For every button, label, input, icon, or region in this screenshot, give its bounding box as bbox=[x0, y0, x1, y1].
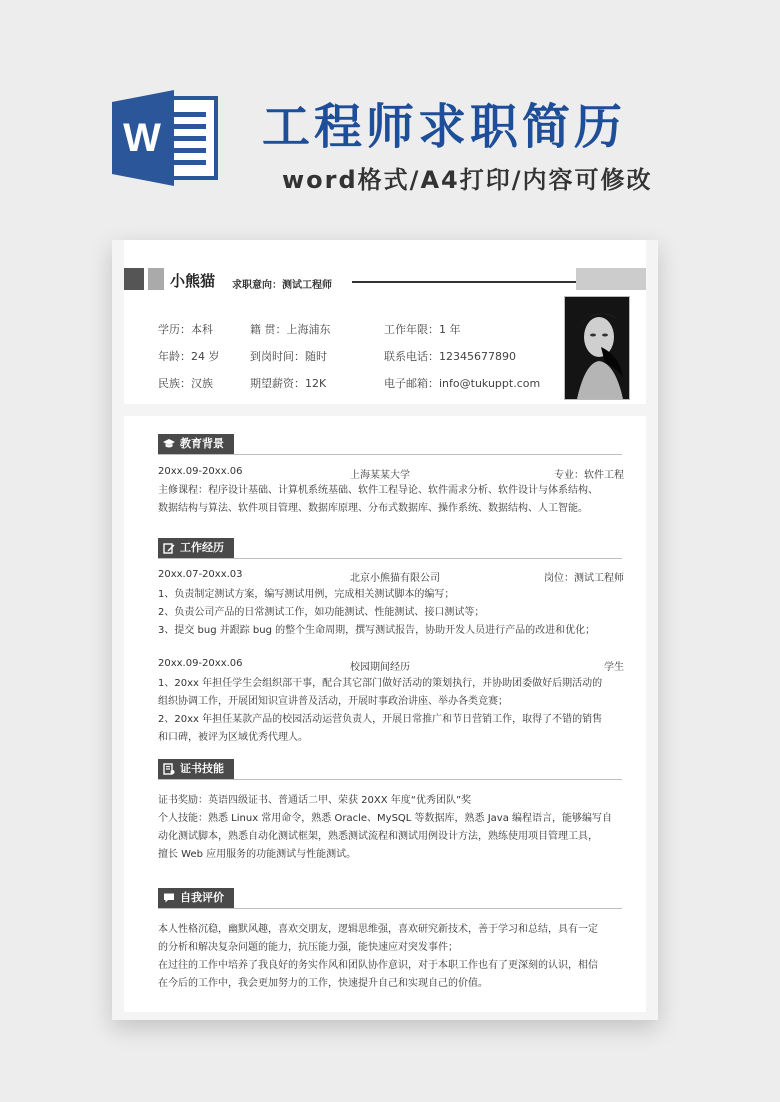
section-title: 证书技能 bbox=[158, 759, 234, 779]
job-position: 学生 bbox=[604, 662, 624, 673]
job-company: 校园期间经历 bbox=[350, 662, 410, 673]
chat-bubble-icon bbox=[163, 892, 175, 904]
header-accent-light bbox=[148, 268, 164, 290]
banner-title: 工程师求职简历 bbox=[262, 99, 627, 155]
info-ethnicity: 民族：汉族 bbox=[158, 377, 213, 390]
section-title: 工作经历 bbox=[158, 538, 234, 558]
job-duties: 1、负责制定测试方案，编写测试用例，完成相关测试脚本的编写； 2、负责公司产品的日常测试工作，如功能测试、性能测试、接口测试等； 3、提交 bug 并跟踪 bug 的整个生命周期，撰写测试报告，协助开发人员进行产品的改进和优化； bbox=[158, 589, 596, 636]
job-position: 岗位：测试工程师 bbox=[544, 573, 624, 584]
profile-photo bbox=[564, 296, 630, 400]
education-courses: 主修课程：程序设计基础、计算机系统基础、软件工程导论、软件需求分析、软件设计与体系结构、 数据结构与算法、软件项目管理、数据库原理、分布式数据库、操作系统、数据结构、人工智能。 bbox=[158, 485, 598, 514]
section-title: 自我评价 bbox=[158, 888, 234, 908]
job-duties: 1、20xx 年担任学生会组织部干事，配合其它部门做好活动的策划执行，并协助团委做好后期活动的 组织协调工作，开展团知识宣讲普及活动，开展时事政治讲座、举办各类竞赛； 2、20xx 年担任某款产品的校园活动运营负责人，开展日常推广和节日营销工作，取得了不错的销售 和口碑，被评为区域优秀代理人。 bbox=[158, 678, 603, 743]
job-company: 北京小熊猫有限公司 bbox=[350, 573, 440, 584]
section-title: 教育背景 bbox=[158, 434, 234, 454]
profile-card bbox=[124, 240, 646, 404]
resume-paper bbox=[112, 240, 658, 1020]
header-accent-dark bbox=[124, 268, 144, 290]
education-school: 上海某某大学 bbox=[350, 470, 410, 481]
svg-text:W: W bbox=[123, 116, 161, 160]
detail-card bbox=[124, 416, 646, 1012]
section-rule bbox=[158, 779, 622, 780]
job-date: 20xx.09-20xx.06 bbox=[158, 658, 243, 669]
banner-subtitle: word格式/A4打印/内容可修改 bbox=[282, 166, 653, 194]
candidate-name: 小熊猫 bbox=[170, 272, 216, 290]
header-bar bbox=[576, 268, 646, 290]
education-row bbox=[158, 466, 624, 482]
info-age: 年龄：24 岁 bbox=[158, 350, 220, 363]
job-row bbox=[158, 569, 624, 585]
skills-content: 证书奖励：英语四级证书、普通话二甲、荣获 20XX 年度“优秀团队”奖 个人技能：熟悉 Linux 常用命令，熟悉 Oracle、MySQL 等数据库，熟悉 Java 编程语言，能够编写自 动化测试脚本，熟悉自动化测试框架，熟悉测试流程和测试用例设计方法，熟练使用项目管理工具， 擅长 Web 应用服务的功能测试与性能测试。 bbox=[158, 795, 613, 860]
job-target: 求职意向：测试工程师 bbox=[232, 280, 332, 291]
section-rule bbox=[158, 558, 622, 559]
education-major: 专业：软件工程 bbox=[554, 470, 624, 481]
info-education: 学历：本科 bbox=[158, 323, 213, 336]
section-rule bbox=[158, 908, 622, 909]
info-origin: 籍 贯：上海浦东 bbox=[250, 323, 331, 336]
info-available: 到岗时间：随时 bbox=[250, 350, 327, 363]
info-experience: 工作年限：1 年 bbox=[384, 323, 461, 336]
banner bbox=[0, 0, 780, 240]
word-icon bbox=[112, 88, 222, 188]
info-phone: 联系电话：12345677890 bbox=[384, 350, 516, 363]
section-rule bbox=[158, 454, 622, 455]
education-date: 20xx.09-20xx.06 bbox=[158, 466, 243, 477]
info-email: 电子邮箱：info@tukuppt.com bbox=[384, 377, 541, 390]
edit-icon bbox=[163, 542, 175, 554]
job-date: 20xx.07-20xx.03 bbox=[158, 569, 243, 580]
job-row bbox=[158, 658, 624, 674]
graduation-cap-icon bbox=[163, 438, 175, 450]
info-salary: 期望薪资：12K bbox=[250, 377, 327, 390]
header-rule bbox=[352, 281, 576, 283]
certificate-icon bbox=[163, 763, 175, 775]
self-eval-content: 本人性格沉稳，幽默风趣，喜欢交朋友，逻辑思维强，喜欢研究新技术，善于学习和总结，具有一定 的分析和解决复杂问题的能力，抗压能力强，能快速应对突发事件； 在过往的工作中培养了我良好的务实作风和团队协作意识，对于本职工作也有了更深刻的认识，相信 在今后的工作中，我会更加努力的工作，快速提升自己和实现自己的价值。 bbox=[158, 924, 598, 989]
